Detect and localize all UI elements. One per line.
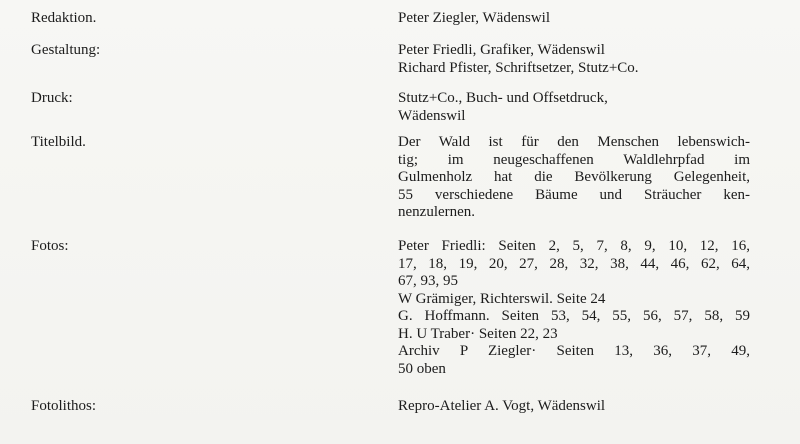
fotolithos-line: Repro-Atelier A. Vogt, Wädenswil (398, 398, 606, 414)
gestaltung-line-2: Richard Pfister, Schriftsetzer, Stutz+Co. (398, 59, 639, 76)
gestaltung-line-1: Peter Friedli, Grafiker, Wädenswil (398, 42, 605, 58)
redaktion-label: Redaktion. (31, 10, 97, 26)
fotos-value (398, 238, 750, 378)
gestaltung-label: Gestaltung: (31, 42, 101, 58)
titelbild-line-5: nenzulernen. (398, 204, 476, 220)
titelbild-line-2: tig; im neugeschaffenen Waldlehrpfad im (398, 151, 750, 168)
titelbild-value (398, 134, 750, 222)
titelbild-line-3: Gulmenholz hat die Bevölkerung Gelegenheit, (398, 169, 750, 185)
fotos-line-8: 50 oben (398, 360, 446, 377)
fotos-line-1: Peter Friedli: Seiten 2, 5, 7, 8, 9, 10, 12, 16, (398, 238, 750, 254)
druck-line-1: Stutz+Co., Buch- und Offsetdruck, (398, 90, 608, 106)
gestaltung-value (398, 42, 750, 77)
titelbild-line-1: Der Wald ist für den Menschen lebenswich- (398, 134, 750, 150)
fotos-line-2: 17, 18, 19, 20, 27, 28, 32, 38, 44, 46, 62, 64, (398, 255, 750, 272)
fotos-line-6: H. U Traber· Seiten 22, 23 (398, 325, 558, 342)
fotos-line-3: 67, 93, 95 (398, 273, 458, 289)
redaktion-line: Peter Ziegler, Wädenswil (398, 10, 550, 26)
fotolithos-label: Fotolithos: (31, 398, 97, 414)
titelbild-label: Titelbild. (31, 134, 86, 150)
fotolithos-value (398, 398, 750, 416)
druck-label: Druck: (31, 90, 73, 106)
druck-value (398, 90, 750, 125)
druck-line-2: Wädenswil (398, 107, 466, 124)
titelbild-line-4: 55 verschiedene Bäume und Sträucher ken- (398, 186, 750, 203)
fotos-label: Fotos: (31, 238, 69, 254)
redaktion-value (398, 10, 750, 28)
fotos-line-4: W Grämiger, Richterswil. Seite 24 (398, 290, 606, 307)
fotos-line-7: Archiv P Ziegler· Seiten 13, 36, 37, 49, (398, 343, 750, 359)
fotos-line-5: G. Hoffmann. Seiten 53, 54, 55, 56, 57, 58, 59 (398, 308, 750, 324)
